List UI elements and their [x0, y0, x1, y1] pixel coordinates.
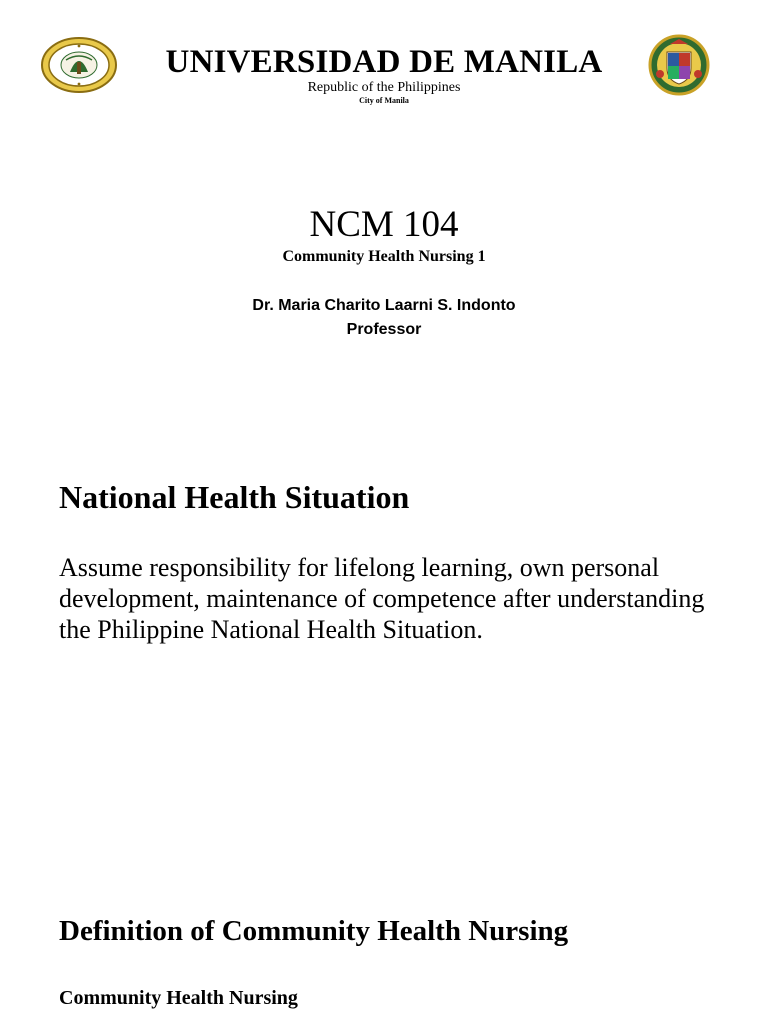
- university-name: UNIVERSIDAD DE MANILA: [165, 44, 603, 80]
- section-subheading-definition: Community Health Nursing: [59, 987, 298, 1009]
- city-line: City of Manila: [359, 96, 409, 105]
- section-heading-definition: Definition of Community Health Nursing: [59, 915, 569, 947]
- section-heading-national-health-situation: National Health Situation: [59, 479, 410, 515]
- course-title: Community Health Nursing 1: [282, 248, 486, 265]
- university-seal-icon: [40, 36, 118, 94]
- professor-role: Professor: [346, 321, 422, 338]
- city-coat-of-arms-icon: [648, 34, 710, 96]
- professor-name: Dr. Maria Charito Laarni S. Indonto: [252, 297, 516, 314]
- section-body-national-health-situation: Assume responsibility for lifelong learning, own personal development, maintenance of competence after understanding the Philippine National Health Situation.: [59, 553, 705, 644]
- course-code: NCM 104: [309, 204, 459, 245]
- republic-line: Republic of the Philippines: [307, 80, 461, 95]
